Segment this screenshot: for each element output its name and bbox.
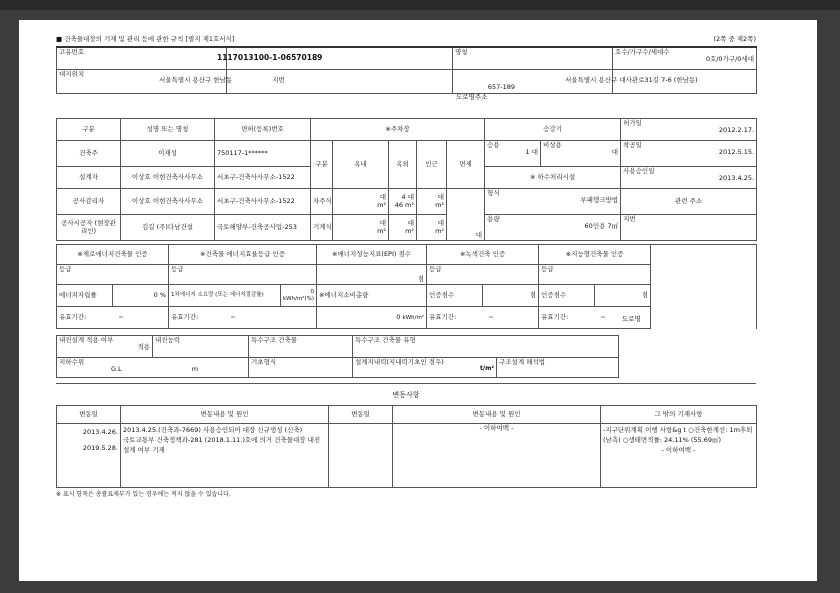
passenger-unit: 대 <box>531 148 539 157</box>
owner-kind: 건축주 <box>57 141 121 167</box>
type-value: 부패탱크방법 <box>580 196 619 205</box>
emergency-cell <box>541 141 621 167</box>
start-cell <box>621 141 757 167</box>
exempt-cell <box>447 189 485 241</box>
special-type-label: 특수구조 건축물 유형 <box>353 336 619 358</box>
consumption-label: ※에너지소비총량 <box>317 285 427 307</box>
page-indicator: (2쪽 중 제2쪽) <box>713 35 756 43</box>
window-top-bar <box>0 0 840 10</box>
self-in <box>333 189 389 215</box>
mech-out-count: 대 <box>407 219 414 228</box>
smart-valid-label: 유효기간: <box>541 312 569 321</box>
passenger-value: 1 <box>525 148 530 157</box>
site-lot-cell <box>159 69 453 93</box>
mech-near-count: 대 <box>437 219 444 228</box>
site-label: 대지위치 <box>59 69 85 78</box>
ch-h-date: 변동일 <box>57 406 121 424</box>
supervisor-license: 서초구-건축사사무소-1522 <box>215 189 311 215</box>
designer-kind: 설계자 <box>57 167 121 189</box>
id-value <box>217 47 453 69</box>
mech-out <box>389 215 417 241</box>
type-label: 형식 <box>487 189 500 197</box>
exempt-unit: 대 <box>475 230 483 239</box>
lot-value: 657-189 <box>487 83 515 92</box>
ch-date-1: 2013.4.26. <box>82 428 118 436</box>
lot2-cell <box>621 215 757 241</box>
ch-h-date2: 변동일 <box>329 406 393 424</box>
start-label: 착공일 <box>623 141 642 149</box>
approval-label: 사용승인일 <box>623 167 655 175</box>
mech-in <box>333 215 389 241</box>
tm-unit: t/m² <box>480 365 494 373</box>
side-blank <box>651 245 757 329</box>
cert-zero: ※제로에너지건축물 인증 <box>57 245 169 265</box>
contractor-kind: 공사시공자 (현장관리인) <box>57 215 121 241</box>
self-out <box>389 189 417 215</box>
capacity-value: 60인용 7㎥ <box>584 222 619 231</box>
green-valid-label: 유효기간: <box>429 312 457 321</box>
ch-h-other: 그 밖의 기재사항 <box>601 406 757 424</box>
green-valid-value: ~ <box>488 312 494 321</box>
p-h-near: 인근 <box>417 141 447 189</box>
permit-label: 허가일 <box>623 119 642 127</box>
bearing-cell <box>353 358 497 378</box>
zero-valid <box>57 307 169 329</box>
cert-smart: ※지능형건축물 인증 <box>539 245 651 265</box>
p-h-exempt: 면제 <box>447 141 485 189</box>
green-grade: 등급 <box>427 265 539 285</box>
lot2-label: 지번 <box>623 215 636 223</box>
self-near-area: m² <box>435 200 444 209</box>
ch-blank-date <box>329 424 393 488</box>
mech-in-count: 대 <box>379 219 386 228</box>
units-value: 0호/0가구/0세대 <box>705 55 754 64</box>
name-label: 명칭 <box>455 48 468 56</box>
ch-other-text: -지구단위계획 이행 사항&g t ○건축한계선: 1m후퇴(남측) ○생태면적률: 24.11% (55.69㎡) <box>603 426 753 445</box>
supervisor-name: 이상호 이현건축사사무소 <box>121 189 215 215</box>
people-table <box>56 118 757 241</box>
zero-valid-label: 유효기간: <box>59 312 87 321</box>
bearing-label: 설계지내력(지내력기초인 경우) <box>355 358 444 366</box>
passenger-cell <box>485 141 541 167</box>
approval-cell <box>621 167 757 189</box>
designer-name: 이상호 이현건축사사무소 <box>121 167 215 189</box>
cert-efficiency: ※건축물 에너지효율등급 인증 <box>169 245 317 265</box>
road-cell <box>565 69 757 93</box>
ground-label: 지하수위 <box>59 358 85 366</box>
ground-cell <box>57 358 249 378</box>
primary-cell <box>281 285 317 307</box>
units-label: 호수/가구수/세대수 <box>615 48 670 56</box>
related-addr: 관련 주소 <box>621 189 757 215</box>
smart-score-unit: 점 <box>595 285 651 307</box>
mech-near <box>417 215 447 241</box>
road-name-label: 도로명 <box>622 315 641 323</box>
id-cell <box>57 47 227 69</box>
ch-blank: - 이하여백 - <box>393 424 601 488</box>
h-parking: ※주차장 <box>311 119 485 141</box>
h-kind: 구분 <box>57 119 121 141</box>
type-cell <box>485 189 621 215</box>
cert-table <box>56 244 757 329</box>
ch-h-content2: 변동내용 및 원인 <box>393 406 601 424</box>
ch-content-1: 2013.4.25.(건축과-7669) 사용승인되어 대장 신규생성 (신축) <box>123 426 303 434</box>
green-valid <box>427 307 539 329</box>
road-label: 도로명주소 <box>456 93 488 101</box>
eff-valid-label: 유효기간: <box>171 312 199 321</box>
m-unit: m <box>191 365 199 374</box>
green-score-label: 인증점수 <box>427 285 483 307</box>
consumption-unit: kWh/m² <box>402 314 425 321</box>
id-label: 고유번호 <box>59 48 85 56</box>
foundation-label: 기초형식 <box>249 358 353 378</box>
mech-in-area: m² <box>377 226 386 235</box>
capacity-cell <box>485 215 621 241</box>
self-out-count: 4 대 <box>401 193 414 202</box>
consumption-value: 0 <box>396 312 401 321</box>
h-name: 성명 또는 명칭 <box>121 119 215 141</box>
special-label: 특수구조 건축물 <box>249 336 353 358</box>
designer-license: 서초구-건축사사무소-1522 <box>215 167 311 189</box>
h-license: 면허(등록)번호 <box>215 119 311 141</box>
insul-label: 내진설계 적용 여부 <box>59 336 114 344</box>
p-h-out: 옥외 <box>389 141 417 189</box>
capacity-label: 용량 <box>487 215 500 223</box>
ch-contents <box>121 424 329 488</box>
id-number: 1117013100-1-06570189 <box>217 53 323 62</box>
approval-value: 2013.4.25. <box>718 174 755 183</box>
owner-name: 이재성 <box>121 141 215 167</box>
form-title: ■ 건축물대장의 기재 및 관리 등에 관한 규칙 [별지 제1호서식] <box>56 35 235 43</box>
document-header <box>56 34 756 44</box>
self-out-area: 46 m² <box>394 200 414 209</box>
epi-score-unit: 점 <box>317 265 427 285</box>
ch-other <box>601 424 757 488</box>
eff-valid-value: ~ <box>230 312 236 321</box>
primary-value: 0 <box>310 289 315 296</box>
ch-other-blank: - 이하여백 - <box>661 446 696 455</box>
footer-note: ※ 표시 항목은 총괄표제부가 있는 경우에는 적지 않을 수 있습니다. <box>56 491 231 498</box>
emergency-unit: 대 <box>611 148 619 157</box>
self-in-area: m² <box>377 200 386 209</box>
self-rate-cell <box>113 285 169 307</box>
permit-cell <box>621 119 757 141</box>
self-rate-value: 0 <box>153 290 158 299</box>
passenger-label: 승용 <box>487 141 500 149</box>
ch-h-content: 변동내용 및 원인 <box>121 406 329 424</box>
self-label: 자주식 <box>311 189 333 215</box>
changes-table <box>56 405 757 488</box>
primary-label: 1차에너지 소요량 (또는 에너지절감률) <box>169 285 281 307</box>
self-rate-percent: % <box>159 290 166 299</box>
structure-table <box>56 335 619 378</box>
ability-label: 내진능력 <box>153 336 249 358</box>
ch-dates <box>57 424 121 488</box>
owner-license: 750117-1****** <box>215 141 311 167</box>
contractor-license: 국토해양부-건축공사업-253 <box>215 215 311 241</box>
mech-out-area: m² <box>405 226 414 235</box>
start-value: 2012.5.15. <box>718 148 755 157</box>
ch-date-2: 2019.5.28. <box>82 443 118 452</box>
permit-value: 2012.2.17. <box>718 126 755 135</box>
smart-grade: 등급 <box>539 265 651 285</box>
self-near-count: 대 <box>437 193 444 202</box>
smart-valid-value: ~ <box>600 312 606 321</box>
contractor-name: 김길 (주)다남건설 <box>121 215 215 241</box>
supervisor-kind: 공사감리자 <box>57 189 121 215</box>
eff-grade: 등급 <box>169 265 317 285</box>
ch-content-2: 국토교통부 건축정책과-281 (2018.1.11.)호에 의거 건축물대장 내진설계 여부 기재 <box>123 436 321 455</box>
smart-score-label: 인증점수 <box>539 285 595 307</box>
zero-grade: 등급 <box>57 265 169 285</box>
self-rate-label: 에너지자립률 <box>57 285 113 307</box>
road-value: 서울특별시 용산구 대사관로31길 7-6 (한남동) <box>565 75 698 84</box>
eff-valid <box>169 307 317 329</box>
green-score-unit: 점 <box>483 285 539 307</box>
mech-near-area: m² <box>435 226 444 235</box>
basic-info-table <box>56 46 757 94</box>
h-elevator: 승강기 <box>485 119 621 141</box>
insul-value: 적용 <box>137 343 150 352</box>
cert-green: ※녹색건축 인증 <box>427 245 539 265</box>
zero-valid-value: ~ <box>118 312 124 321</box>
site-value: 서울특별시 용산구 한남동 <box>159 76 233 85</box>
primary-unit: kWh/m²(%) <box>283 295 315 302</box>
p-h-kind: 구분 <box>311 141 333 189</box>
sewage-label: ※ 하수처리시설 <box>485 167 621 189</box>
lot-label: 지번 <box>272 76 285 85</box>
consumption-cell <box>317 307 427 329</box>
gl-label: G.L <box>111 365 122 374</box>
units-cell <box>613 47 757 69</box>
name-cell <box>453 47 613 69</box>
method-label: 구조설계 해석법 <box>497 358 619 378</box>
self-near <box>417 189 447 215</box>
cert-epi: ※에너지성능지표(EPI) 점수 <box>317 245 427 265</box>
insul-cell <box>57 336 153 358</box>
p-h-in: 옥내 <box>333 141 389 189</box>
emergency-label: 비상용 <box>543 141 562 149</box>
changes-title: 변동사항 <box>56 383 756 406</box>
mech-label: 기계식 <box>311 215 333 241</box>
self-in-count: 대 <box>379 193 386 202</box>
